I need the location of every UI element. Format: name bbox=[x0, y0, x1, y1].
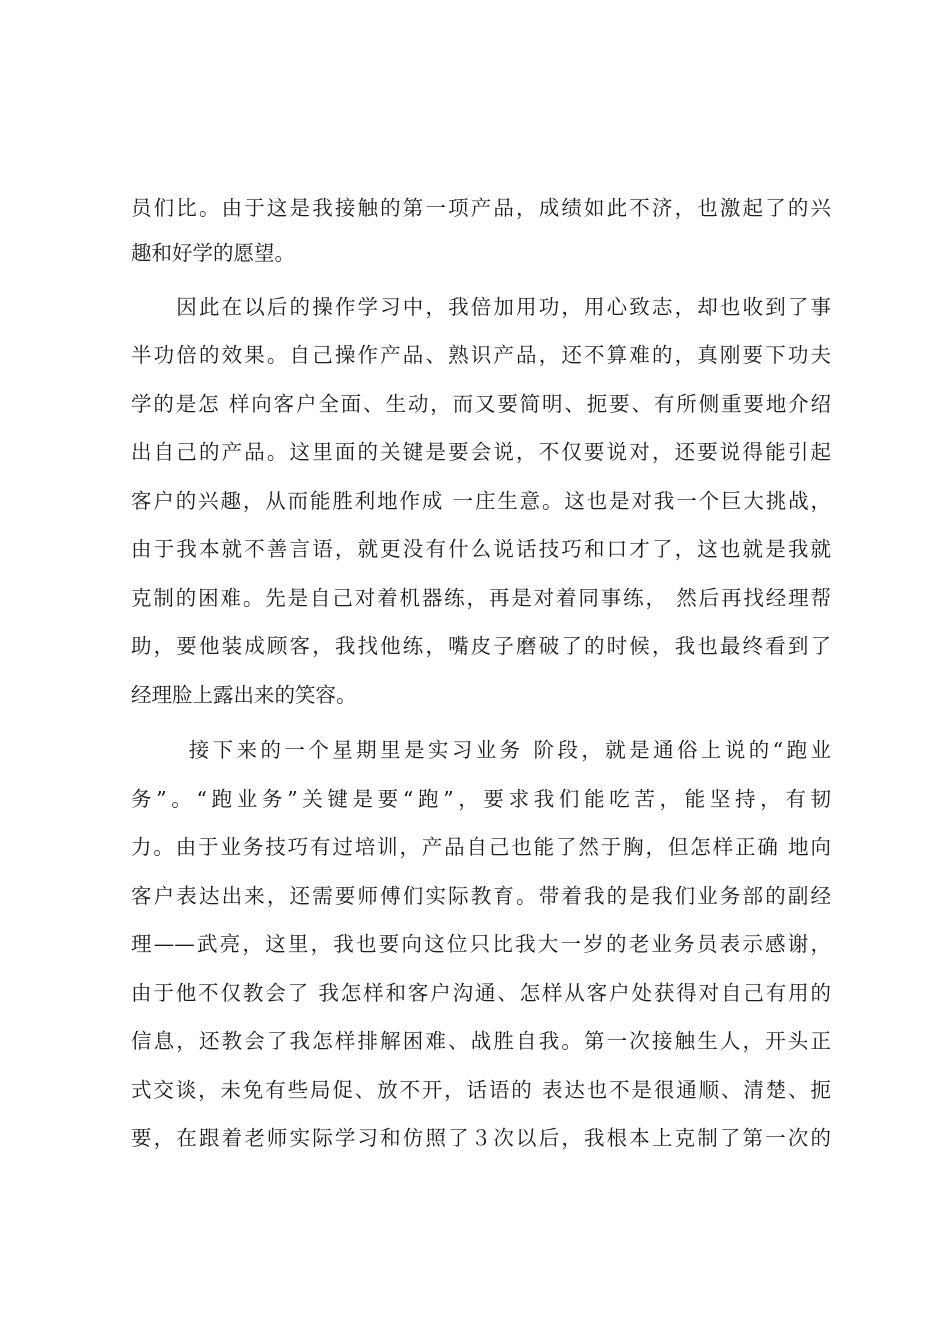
text-line: 因此在以后的操作学习中，我倍加用功，用心致志，却也收到了事 bbox=[131, 295, 831, 319]
text-line: 趣和好学的愿望。 bbox=[131, 241, 295, 265]
text-line: 要，在跟着老师实际学习和仿照了３次以后，我根本上克制了第一次的 bbox=[131, 1126, 831, 1150]
text-line: 半功倍的效果。自己操作产品、熟识产品，还不算难的，真刚要下功夫 bbox=[131, 343, 831, 367]
text-line: 经理脸上露出来的笑容。 bbox=[131, 683, 357, 707]
text-line: 接下来的一个星期里是实习业务 阶段，就是通俗上说的“跑业 bbox=[131, 738, 831, 762]
text-line: 理——武亮，这里，我也要向这位只比我大一岁的老业务员表示感谢， bbox=[131, 932, 831, 956]
text-line: 由于他不仅教会了 我怎样和客户沟通、怎样从客户处获得对自己有用的 bbox=[131, 981, 831, 1005]
text-line: 学的是怎 样向客户全面、生动，而又要简明、扼要、有所侧重要地介绍 bbox=[131, 392, 831, 416]
text-line: 员们比。由于这是我接触的第一项产品，成绩如此不济，也激起了的兴 bbox=[131, 196, 831, 220]
text-line: 式交谈，未免有些局促、放不开，话语的 表达也不是很通顺、清楚、扼 bbox=[131, 1078, 831, 1102]
text-line: 力。由于业务技巧有过培训，产品自己也能了然于胸，但怎样正确 地向 bbox=[131, 835, 831, 859]
text-line: 客户的兴趣，从而能胜利地作成 一庄生意。这也是对我一个巨大挑战， bbox=[131, 489, 831, 513]
text-line: 客户表达出来，还需要师傅们实际教育。带着我的是我们业务部的副经 bbox=[131, 884, 831, 908]
text-line: 克制的困难。先是自己对着机器练，再是对着同事练， 然后再找经理帮 bbox=[131, 586, 831, 610]
text-line: 出自己的产品。这里面的关键是要会说，不仅要说对，还要说得能引起 bbox=[131, 440, 831, 464]
text-line: 由于我本就不善言语，就更没有什么说话技巧和口才了，这也就是我就 bbox=[131, 537, 831, 561]
text-line: 务”。“跑业务”关键是要“跑”，要求我们能吃苦，能坚持，有韧 bbox=[131, 787, 831, 811]
text-line: 信息，还教会了我怎样排解困难、战胜自我。第一次接触生人，开头正 bbox=[131, 1029, 831, 1053]
text-line: 助，要他装成顾客，我找他练，嘴皮子磨破了的时候，我也最终看到了 bbox=[131, 634, 831, 658]
